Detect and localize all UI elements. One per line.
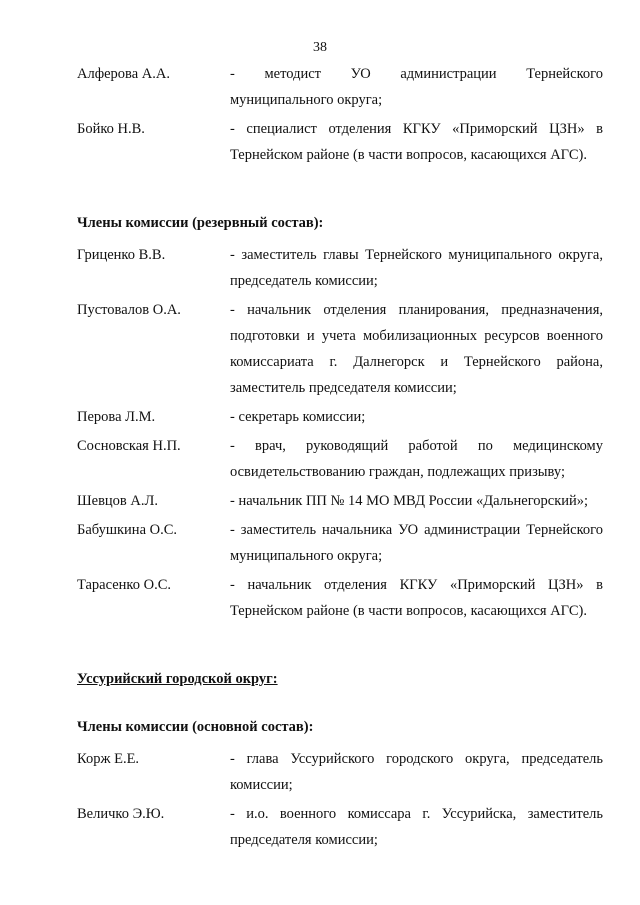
member-role: - глава Уссурийского городского округа, председатель комиссии; [230, 751, 603, 793]
member-name: Гриценко В.В. [77, 247, 166, 263]
member-role: - заместитель начальника УО администрации Тернейского муниципального округа; [230, 522, 603, 564]
member-name: Пустовалов О.А. [77, 302, 181, 318]
member-name: Величко Э.Ю. [77, 806, 165, 822]
member-entry [77, 116, 603, 168]
member-role: - секретарь комиссии; [230, 409, 366, 425]
member-role: - заместитель главы Тернейского муниципального округа, председатель комиссии; [230, 247, 603, 289]
member-entry [77, 404, 603, 430]
member-entry [77, 801, 603, 853]
reserve-section-heading: Члены комиссии (резервный состав): [77, 215, 324, 231]
member-role: - начальник отделения КГКУ «Приморский ЦЗН» в Тернейском районе (в части вопросов, касающихся АГС). [230, 577, 603, 619]
district-heading: Уссурийский городской округ: [77, 671, 278, 687]
member-role: - специалист отделения КГКУ «Приморский ЦЗН» в Тернейском районе (в части вопросов, касающихся АГС). [230, 121, 603, 163]
member-entry [77, 488, 603, 514]
member-role: - начальник отделения планирования, предназначения, подготовки и учета мобилизационных ресурсов военного комиссариата г. Далнегорск и Тернейского района, заместитель председателя комиссии; [230, 302, 603, 396]
member-role: - начальник ПП № 14 МО МВД России «Дальнегорский»; [230, 493, 589, 509]
member-entry [77, 433, 603, 485]
member-name: Корж Е.Е. [77, 751, 140, 767]
member-name: Бойко Н.В. [77, 121, 145, 137]
member-entry [77, 572, 603, 624]
member-entry [77, 242, 603, 294]
member-role: - и.о. военного комиссара г. Уссурийска, заместитель председателя комиссии; [230, 806, 603, 848]
member-role: - врач, руководящий работой по медицинскому освидетельствованию граждан, подлежащих призыву; [230, 438, 603, 480]
member-entry [77, 746, 603, 798]
member-name: Шевцов А.Л. [77, 493, 158, 509]
member-name: Перова Л.М. [77, 409, 156, 425]
member-name: Тарасенко О.С. [77, 577, 172, 593]
member-entry [77, 517, 603, 569]
member-name: Сосновская Н.П. [77, 438, 181, 454]
page-number: 38 [313, 40, 327, 55]
main-section-heading: Члены комиссии (основной состав): [77, 719, 314, 735]
member-entry [77, 297, 603, 401]
member-role: - методист УО администрации Тернейского муниципального округа; [230, 66, 603, 108]
page-content [77, 61, 603, 856]
member-name: Бабушкина О.С. [77, 522, 178, 538]
member-entry [77, 61, 603, 113]
member-name: Алферова А.А. [77, 66, 170, 82]
